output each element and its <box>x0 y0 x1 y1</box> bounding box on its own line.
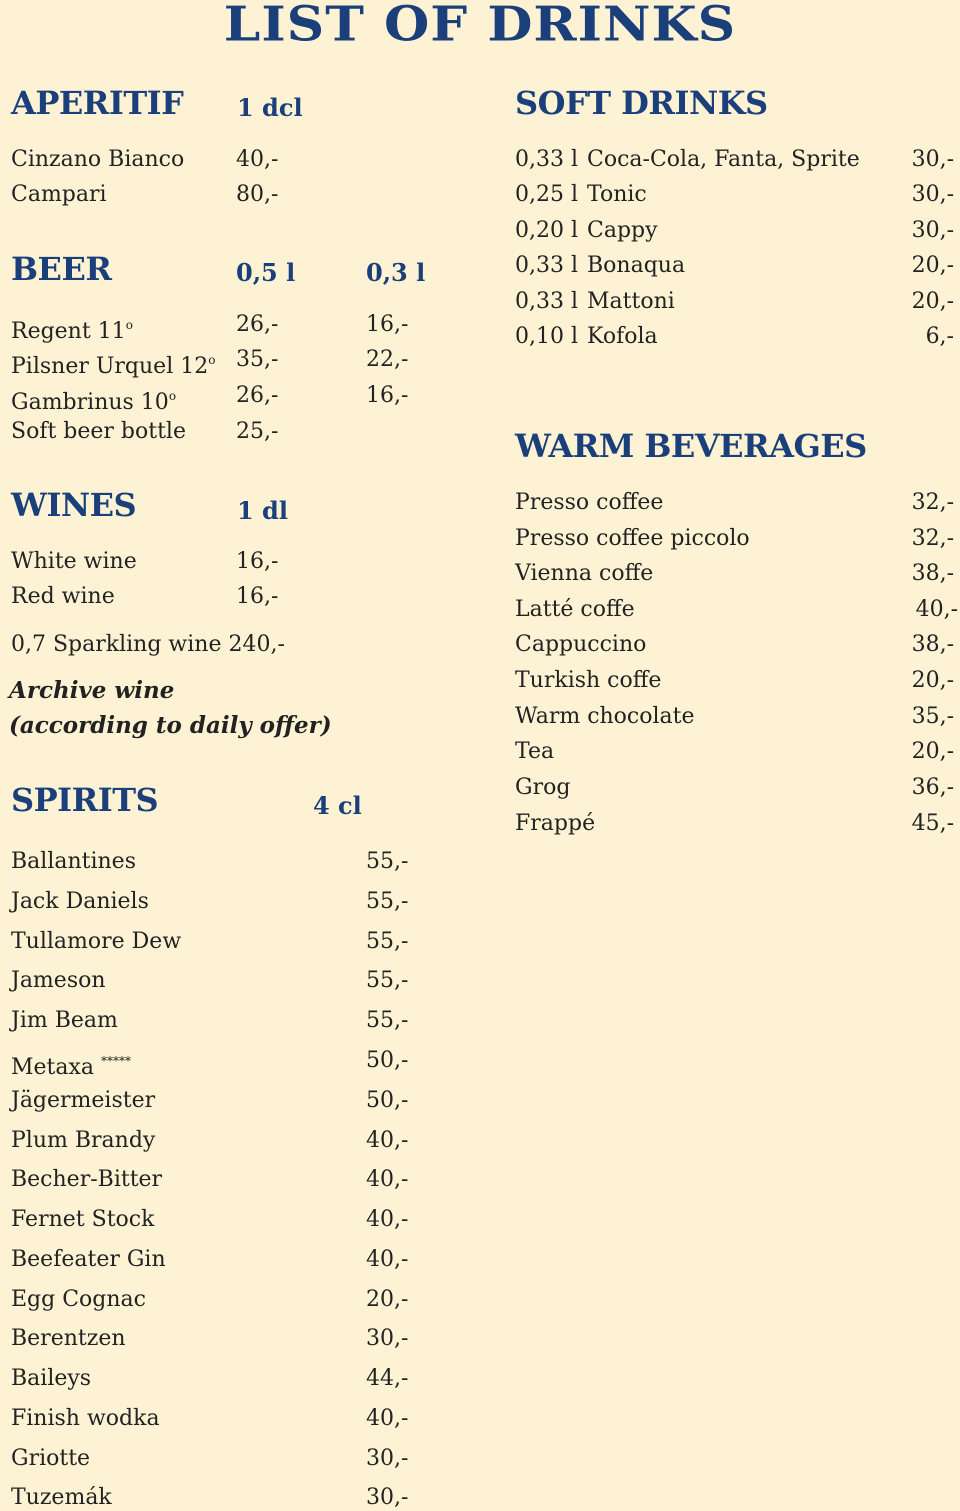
soft-drink-price: 6,- <box>925 324 954 349</box>
spirit-item-name: Jägermeister <box>11 1088 156 1113</box>
aperitif-item-name: Cinzano Bianco <box>11 147 185 172</box>
wine-item-price: 16,- <box>236 549 279 574</box>
warm-item-price: 20,- <box>911 739 954 764</box>
spirit-item-price: 20,- <box>366 1287 409 1312</box>
beer-price-small: 16,- <box>366 312 409 337</box>
soft-drink-volume: 0,33 l <box>515 289 579 314</box>
archive-wine-note: (according to daily offer) <box>9 712 332 739</box>
beer-unit-small: 0,3 l <box>366 258 426 287</box>
spirit-item-price: 55,- <box>366 968 409 993</box>
beer-price-small: 16,- <box>366 383 409 408</box>
beer-item-name: Pilsner Urquel 12$^o$ <box>11 353 216 379</box>
spirit-item-price: 30,- <box>366 1485 409 1510</box>
soft-drink-volume: 0,20 l <box>515 218 579 243</box>
warm-item-name: Turkish coffe <box>515 668 662 693</box>
spirit-item-price: 50,- <box>366 1048 409 1073</box>
soft-drink-price: 30,- <box>911 218 954 243</box>
spirit-item-name: Tullamore Dew <box>11 929 182 954</box>
soft-drink-price: 20,- <box>911 289 954 314</box>
beer-item-name: Soft beer bottle <box>11 419 186 444</box>
beer-item-name: Regent 11$^o$ <box>11 318 133 344</box>
wines-heading: WINES <box>11 486 137 524</box>
spirit-item-price: 55,- <box>366 889 409 914</box>
soft-drink-name: Kofola <box>587 324 658 349</box>
warm-beverages-heading: WARM BEVERAGES <box>515 427 867 465</box>
sparkling-wine-line: 0,7 Sparkling wine 240,- <box>11 632 285 657</box>
spirit-item-name: Plum Brandy <box>11 1128 156 1153</box>
soft-drink-price: 20,- <box>911 253 954 278</box>
soft-drink-name: Coca-Cola, Fanta, Sprite <box>587 147 860 172</box>
warm-item-price: 36,- <box>911 775 954 800</box>
warm-item-price: 38,- <box>911 632 954 657</box>
spirit-item-price: 50,- <box>366 1088 409 1113</box>
warm-item-price: 38,- <box>911 561 954 586</box>
spirit-item-price: 40,- <box>366 1128 409 1153</box>
beer-price-large: 35,- <box>236 347 279 372</box>
soft-drink-name: Cappy <box>587 218 658 243</box>
spirit-item-name: Berentzen <box>11 1326 126 1351</box>
spirit-item-name: Jack Daniels <box>11 889 149 914</box>
spirit-item-price: 55,- <box>366 929 409 954</box>
wine-item-name: Red wine <box>11 584 115 609</box>
soft-drink-name: Bonaqua <box>587 253 686 278</box>
page-title: LIST OF DRINKS <box>223 0 737 53</box>
warm-item-name: Warm chocolate <box>515 704 695 729</box>
spirit-item-name: Finish wodka <box>11 1406 160 1431</box>
aperitif-item-price: 40,- <box>236 147 279 172</box>
beer-price-small: 22,- <box>366 347 409 372</box>
spirit-item-price: 40,- <box>366 1247 409 1272</box>
spirit-item-name: Egg Cognac <box>11 1287 146 1312</box>
soft-drink-price: 30,- <box>911 147 954 172</box>
spirit-item-name: Jim Beam <box>11 1008 118 1033</box>
soft-drink-volume: 0,25 l <box>515 182 579 207</box>
spirit-item-name: Ballantines <box>11 849 136 874</box>
warm-item-name: Grog <box>515 775 571 800</box>
spirits-unit: 4 cl <box>313 791 362 820</box>
warm-item-name: Tea <box>515 739 555 764</box>
degree-mark: o <box>125 318 133 332</box>
degree-mark: o <box>168 389 177 403</box>
spirit-item-name: Beefeater Gin <box>11 1247 166 1272</box>
spirit-item-name: Fernet Stock <box>11 1207 155 1232</box>
spirit-item-name: Metaxa ***** <box>11 1054 132 1080</box>
wine-item-price: 16,- <box>236 584 279 609</box>
warm-item-name: Latté coffe <box>515 597 635 622</box>
spirit-item-price: 55,- <box>366 849 409 874</box>
spirit-item-name: Becher-Bitter <box>11 1167 163 1192</box>
warm-item-price: 32,- <box>911 490 954 515</box>
soft-drink-name: Mattoni <box>587 289 675 314</box>
warm-item-price: 40,- <box>915 597 958 622</box>
beer-heading: BEER <box>11 250 112 288</box>
warm-item-price: 45,- <box>911 811 954 836</box>
warm-item-price: 20,- <box>911 668 954 693</box>
beer-price-large: 25,- <box>236 419 279 444</box>
aperitif-heading: APERITIF <box>11 84 184 122</box>
spirit-item-price: 44,- <box>366 1366 409 1391</box>
soft-drink-volume: 0,10 l <box>515 324 579 349</box>
spirit-item-price: 30,- <box>366 1326 409 1351</box>
warm-item-name: Cappuccino <box>515 632 647 657</box>
soft-drink-volume: 0,33 l <box>515 147 579 172</box>
spirit-item-name: Baileys <box>11 1366 92 1391</box>
beer-price-large: 26,- <box>236 312 279 337</box>
warm-item-name: Presso coffee <box>515 490 664 515</box>
soft-drink-price: 30,- <box>911 182 954 207</box>
spirit-item-price: 40,- <box>366 1167 409 1192</box>
spirit-item-price: 55,- <box>366 1008 409 1033</box>
spirit-item-name: Jameson <box>11 968 106 993</box>
aperitif-item-price: 80,- <box>236 182 279 207</box>
beer-unit-large: 0,5 l <box>236 258 296 287</box>
wine-item-name: White wine <box>11 549 137 574</box>
warm-item-name: Frappé <box>515 811 596 836</box>
soft-drink-volume: 0,33 l <box>515 253 579 278</box>
spirit-item-price: 30,- <box>366 1446 409 1471</box>
warm-item-name: Vienna coffe <box>515 561 654 586</box>
archive-wine-line: Archive wine <box>9 677 175 704</box>
spirit-item-price: 40,- <box>366 1207 409 1232</box>
aperitif-item-name: Campari <box>11 182 107 207</box>
aperitif-unit: 1 dcl <box>237 93 303 122</box>
degree-mark: o <box>208 353 216 367</box>
warm-item-price: 35,- <box>911 704 954 729</box>
soft-drinks-heading: SOFT DRINKS <box>515 84 768 122</box>
spirits-heading: SPIRITS <box>11 781 159 819</box>
spirit-item-name: Griotte <box>11 1446 91 1471</box>
spirit-item-price: 40,- <box>366 1406 409 1431</box>
warm-item-price: 32,- <box>911 526 954 551</box>
warm-item-name: Presso coffee piccolo <box>515 526 750 551</box>
beer-item-name: Gambrinus 10$^o$ <box>11 389 177 415</box>
spirit-item-name: Tuzemák <box>11 1485 112 1510</box>
star-rating: ***** <box>101 1054 132 1068</box>
beer-price-large: 26,- <box>236 383 279 408</box>
soft-drink-name: Tonic <box>587 182 647 207</box>
wines-unit: 1 dl <box>237 496 288 525</box>
